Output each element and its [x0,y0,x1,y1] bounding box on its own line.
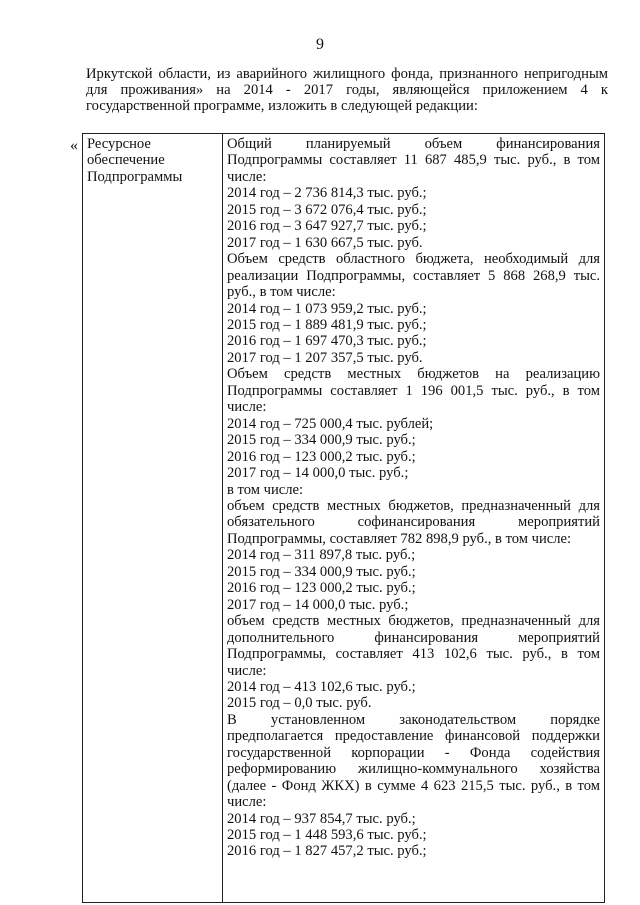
content-line: дополнительного финансирования мероприятий [227,629,600,646]
content-line: Подпрограммы составляет 1 196 001,5 тыс. руб., в том [227,382,600,399]
content-line: государственной корпорации - Фонда содействия [227,744,600,761]
content-line: числе: [227,399,267,416]
content-line: 2015 год – 0,0 тыс. руб. [227,695,372,712]
row-label: Ресурсное обеспечение Подпрограммы [87,136,183,185]
content-line: числе: [227,662,267,679]
content-line: Общий планируемый объем финансирования [227,136,600,152]
content-line: числе: [227,168,267,185]
content-line: реализации Подпрограммы, составляет 5 868 268,9 тыс. [227,267,600,284]
content-line: В установленном законодательством порядке [227,711,600,728]
content-line: 2015 год – 1 448 593,6 тыс. руб.; [227,827,427,844]
content-line: 2016 год – 3 647 927,7 тыс. руб.; [227,218,427,235]
resource-table [82,133,605,903]
intro-paragraph [86,66,608,115]
content-line: 2016 год – 123 000,2 тыс. руб.; [227,580,416,597]
content-line: 2017 год – 14 000,0 тыс. руб.; [227,465,409,482]
content-line: 2017 год – 1 630 667,5 тыс. руб. [227,234,423,251]
content-line: Подпрограммы, составляет 413 102,6 тыс. руб., в том [227,646,600,663]
page-number: 9 [316,36,324,53]
content-line: Объем средств областного бюджета, необходимый для [227,251,600,268]
content-line: 2015 год – 3 672 076,4 тыс. руб.; [227,201,427,218]
content-line: 2014 год – 1 073 959,2 тыс. руб.; [227,300,427,317]
content-line: Объем средств местных бюджетов на реализацию [227,366,600,383]
content-line: 2016 год – 1 697 470,3 тыс. руб.; [227,333,427,350]
content-line: в том числе: [227,481,304,498]
content-line: руб., в том числе: [227,284,336,301]
content-line: обязательного софинансирования мероприятий [227,514,600,531]
content-line: (далее - Фонд ЖКХ) в сумме 4 623 215,5 тыс. руб., в том [227,777,600,794]
intro-text: Иркутской области, из аварийного жилищного фонда, признанного непригодным для проживания» на 2014 - 2017 годы, являющейся приложением 4 к государственной программе, изложить в следующей редакции: [86,66,608,115]
row-content-cell [223,134,605,903]
content-line: 2014 год – 937 854,7 тыс. руб.; [227,810,416,827]
content-lines [227,136,600,860]
content-line: Подпрограммы составляет 11 687 485,9 тыс. руб., в том [227,152,600,169]
content-line: числе: [227,794,267,811]
content-line: Подпрограммы, составляет 782 898,9 руб., в том числе: [227,530,572,547]
content-line: объем средств местных бюджетов, предназначенный для [227,613,600,630]
content-line: 2015 год – 334 000,9 тыс. руб.; [227,563,416,580]
content-line: реформированию жилищно-коммунального хозяйства [227,761,600,778]
content-line: 2015 год – 1 889 481,9 тыс. руб.; [227,316,427,333]
content-line: 2014 год – 2 736 814,3 тыс. руб.; [227,185,427,202]
content-line: 2016 год – 1 827 457,2 тыс. руб.; [227,843,427,860]
content-line: предполагается предоставление финансовой поддержки [227,728,600,745]
opening-quote-mark: « [70,137,78,154]
content-line: 2017 год – 1 207 357,5 тыс. руб. [227,349,423,366]
content-line: 2014 год – 725 000,4 тыс. рублей; [227,415,434,432]
content-line: 2014 год – 413 102,6 тыс. руб.; [227,678,416,695]
content-line: объем средств местных бюджетов, предназначенный для [227,497,600,514]
content-line: 2015 год – 334 000,9 тыс. руб.; [227,432,416,449]
content-line: 2017 год – 14 000,0 тыс. руб.; [227,596,409,613]
table-row [83,134,605,903]
row-label-cell [83,134,223,903]
content-line: 2016 год – 123 000,2 тыс. руб.; [227,448,416,465]
content-line: 2014 год – 311 897,8 тыс. руб.; [227,547,416,564]
